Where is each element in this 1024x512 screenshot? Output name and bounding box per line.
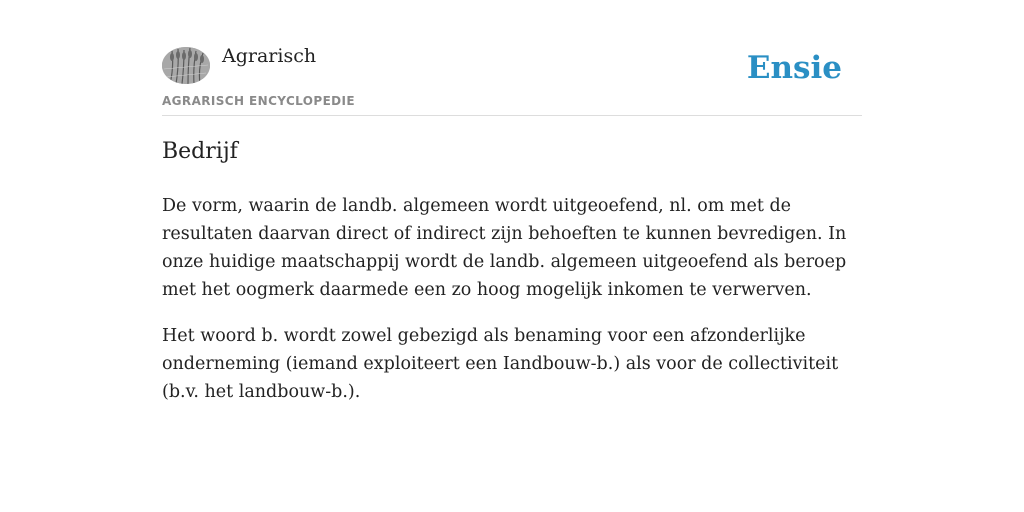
- article-body: [162, 192, 862, 424]
- article-title: Bedrijf: [162, 139, 238, 164]
- page: [162, 0, 862, 512]
- brand-logo[interactable]: Ensie: [746, 50, 842, 86]
- paragraph: Het woord b. wordt zowel gebezigd als benaming voor een afzonderlijke onderneming (iemand exploiteert een Iandbouw-b.) als voor de collectiviteit (b.v. het landbouw-b.).: [162, 326, 839, 402]
- header: [162, 0, 862, 116]
- source-name[interactable]: Agrarisch: [222, 45, 317, 67]
- source-subtitle[interactable]: AGRARISCH ENCYCLOPEDIE: [162, 94, 355, 108]
- wheat-icon: [162, 47, 210, 84]
- paragraph: De vorm, waarin de landb. algemeen wordt uitgeoefend, nl. om met de resultaten daarvan direct of indirect zijn behoeften te kunnen bevredigen. In onze huidige maatschappij wordt de landb. algemeen uitgeoefend als beroep met het oogmerk daarmede een zo hoog mogelijk inkomen te verwerven.: [162, 196, 847, 300]
- source-avatar[interactable]: [162, 47, 210, 84]
